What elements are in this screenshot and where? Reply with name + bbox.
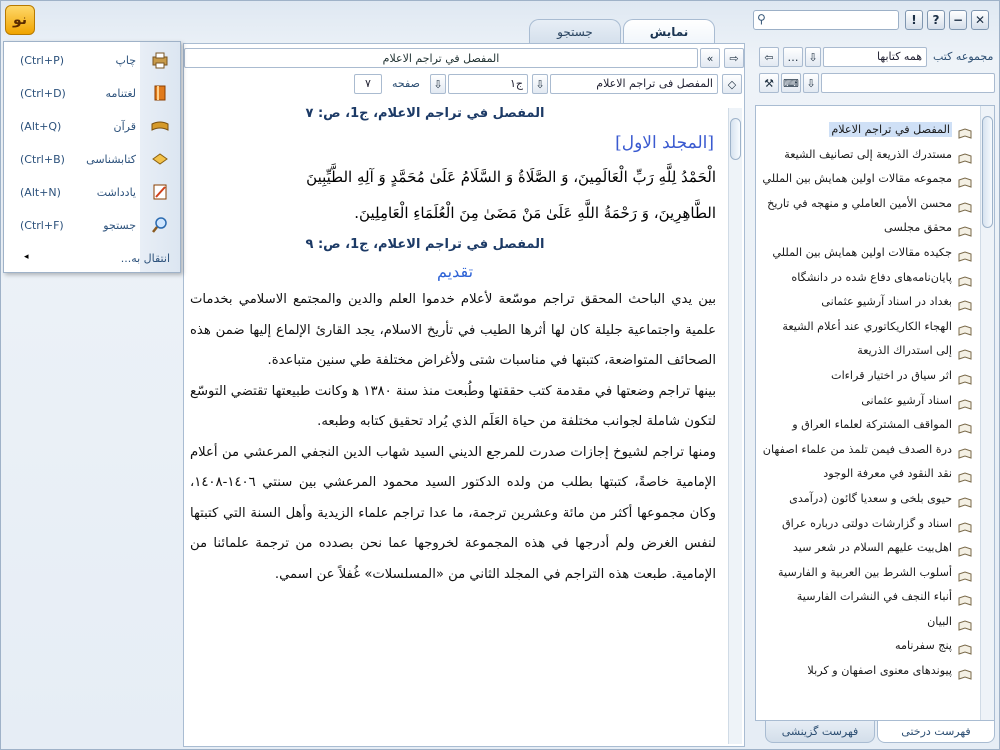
tree-item[interactable]: [758, 512, 976, 537]
double-chevron-icon: «: [706, 51, 714, 65]
printer-icon: [150, 50, 170, 70]
book-icon: [958, 616, 972, 627]
help-icon: ?: [932, 13, 940, 27]
menu-label: یادداشت: [96, 186, 136, 199]
tree-item-label: إلى استدراك الذريعة: [857, 344, 952, 358]
tree-scrollbar[interactable]: [980, 106, 994, 720]
go-button[interactable]: [724, 48, 744, 68]
menu-item-note[interactable]: [4, 176, 180, 209]
tree-item-label: الهجاء الكاريكاتوري عند أعلام الشيعة: [782, 319, 952, 333]
content-scrollbar[interactable]: [728, 108, 742, 744]
minimize-button[interactable]: [949, 10, 967, 30]
address-row: [184, 48, 744, 68]
close-icon: ✕: [974, 13, 986, 27]
collapse-button[interactable]: [700, 48, 720, 68]
note-icon: [150, 182, 170, 202]
wrench-icon: ⚒: [764, 76, 774, 90]
page-header: المفصل في تراجم الاعلام، ج1، ص: ٧: [305, 106, 545, 121]
book-icon: [958, 247, 972, 258]
tree-item[interactable]: [758, 266, 976, 291]
tree-item-label: اثر سياق در اختيار قراءات: [831, 368, 952, 382]
page-header: المفصل في تراجم الاعلام، ج1، ص: ٩: [305, 237, 545, 252]
tree-item-label: پنج سفرنامه: [895, 639, 952, 653]
page-number-input[interactable]: ٧: [354, 74, 382, 94]
arrow-right-icon: ⇨: [729, 51, 739, 65]
ellipsis-icon: …: [787, 50, 799, 64]
tree-item-label: مجموعه مقالات اولين همايش بين المللي: [762, 172, 952, 186]
menu-shortcut: (Ctrl+D): [20, 87, 66, 100]
menu-label: جستجو: [103, 219, 136, 232]
tag-icon: ◇: [727, 77, 737, 91]
tree-item-label: أنباء النجف في النشرات الفارسية: [796, 590, 952, 604]
logo-label: نو: [12, 12, 28, 28]
tree-item[interactable]: [758, 659, 976, 684]
library-panel: [749, 43, 997, 747]
tree-item-label: محقق مجلسی: [884, 221, 952, 235]
tree-item[interactable]: [758, 364, 976, 389]
menu-label: چاپ: [115, 54, 136, 67]
book-icon: [958, 222, 972, 233]
tab-tree-index[interactable]: فهرست درختی: [877, 721, 995, 743]
tree-item[interactable]: [758, 389, 976, 414]
tree-item-label: نقد النقود في معرفة الوجود: [823, 467, 952, 481]
book-icon: [958, 370, 972, 381]
filter-input[interactable]: [821, 73, 995, 93]
navigation-row: [354, 74, 744, 94]
tab-selective-index[interactable]: فهرست گزینشی: [765, 721, 875, 743]
menu-item-move-to[interactable]: [4, 242, 180, 275]
tree-item-label: أسلوب الشرط بين العربية و الفارسية: [777, 565, 952, 579]
keyboard-icon: ⌨: [783, 76, 799, 90]
tree-item[interactable]: [758, 241, 976, 266]
tree-item-label: حیوی بلخی و سعدیا گائون (درآمدی: [789, 491, 952, 505]
menu-item-bibliography[interactable]: [4, 143, 180, 176]
tree-item[interactable]: [758, 585, 976, 610]
close-button[interactable]: [971, 10, 989, 30]
book-icon: [958, 591, 972, 602]
book-icon: [958, 518, 972, 529]
tree-item[interactable]: [758, 118, 976, 143]
menu-shortcut: (Ctrl+F): [20, 219, 64, 232]
tree-item[interactable]: [758, 634, 976, 659]
collection-select[interactable]: همه کتابها: [823, 47, 927, 67]
tree-item[interactable]: [758, 487, 976, 512]
tree-item-label: جكيده مقالات اولين همايش بين المللي: [772, 245, 952, 259]
book-tree: [755, 105, 995, 721]
book-icon: [958, 567, 972, 578]
book-icon: [958, 665, 972, 676]
global-search-input[interactable]: [753, 10, 899, 30]
menu-item-dictionary[interactable]: [4, 77, 180, 110]
paragraph: بينها تراجم وضعتها في مقدمة كتب حققتها وطُبعت منذ سنة ١٣٨٠ ه‍ وكانت طبيعتها تقتضي التوسّع لتكون شاملة لجوانب مختلفة من حياة العَلَم الذي يُراد تحقيق كتابه وطبعه.: [190, 383, 716, 429]
book-icon: [958, 542, 972, 553]
menu-shortcut: (Ctrl+P): [20, 54, 65, 67]
book-icon: [958, 198, 972, 209]
address-field[interactable]: المفصل في تراجم الاعلام: [184, 48, 698, 68]
tab-show[interactable]: نمایش: [623, 19, 715, 43]
book-icon: [958, 272, 972, 283]
paragraph: ومنها تراجم لشيوخ إجازات صدرت للمرجع الديني السيد شهاب الدين النجفي المرعشي من أعلام الإمامية خاصةً، كتبتها بطلب من ولده الدكتور السيد محمود المرعشي بين سنتي ١٤٠٦-١٤٠٨، وكان مجموعها أكثر من مائة وعشرين ترجمة، ما عدا تراجم علماء الزيدية وأهل السنة التي كتبتها لنفس الغرض ولم أدرجها في هذه المجموعة لخروجها عما نحن بصدده من ترجمة علمائنا من الإمامية. طبعت هذه التراجم في المجلد الثاني من «المسلسلات» غُفلاً عن اسمي.: [190, 444, 716, 582]
book-icon: [958, 149, 972, 160]
tree-list: [758, 118, 976, 684]
volume-select[interactable]: ج١: [448, 74, 528, 94]
tree-item[interactable]: [758, 438, 976, 463]
book-content: [190, 106, 720, 746]
tools-button[interactable]: [759, 73, 779, 93]
reading-panel: [183, 43, 745, 747]
book-icon: [958, 296, 972, 307]
menu-item-search[interactable]: [4, 209, 180, 242]
tree-item[interactable]: [758, 216, 976, 241]
book-icon: [958, 419, 972, 430]
scroll-thumb[interactable]: [730, 118, 741, 160]
menu-shortcut: (Alt+Q): [20, 120, 62, 133]
book-icon: [958, 468, 972, 479]
back-button[interactable]: [759, 47, 779, 67]
tree-item-label: البيان: [927, 614, 952, 628]
book-icon: [958, 173, 972, 184]
dictionary-icon: [150, 83, 170, 103]
book-icon: [958, 395, 972, 406]
arrow-down-icon: ⇩: [433, 77, 443, 91]
tree-item-label: المواقف المشتركة لعلماء العراق و: [792, 418, 952, 432]
bibliography-icon: [150, 149, 170, 169]
book-icon: [958, 321, 972, 332]
tree-item-label: درة الصدف فيمن تلمذ من علماء اصفهان: [762, 442, 952, 456]
menu-shortcut: (Alt+N): [20, 186, 61, 199]
paragraph: بين يدي الباحث المحقق تراجم موسّعة لأعلام خدموا العلم والدين والمجتمع الاسلامي بخدمات علمية واجتماعية جليلة كان لها أثرها الطيب في تأريخ الاسلام، يجد القارئ الإلماع إليها ضمن هذه الصحائف المتواضعة، كتبتها في مناسبات شتى ولأغراض مختلفة طي سنين متباعدة.: [190, 292, 716, 368]
submenu-arrow-icon: ◂: [24, 252, 29, 262]
collection-row: [749, 47, 997, 67]
verse-line: الْحَمْدُ لِلَّهِ رَبِّ الْعَالَمِينَ، وَ الصَّلَاةُ وَ السَّلَامُ عَلَىٰ مُحَمَّدٍ وَ آلِهِ الطَّيِّبِينَ: [306, 168, 716, 186]
tree-item[interactable]: [758, 192, 976, 217]
tree-item[interactable]: [758, 143, 976, 168]
tree-item-label: بغداد در اسناد آرشیو عثمانی: [821, 295, 952, 309]
book-icon: [958, 640, 972, 651]
tree-item[interactable]: [758, 167, 976, 192]
tree-item[interactable]: [758, 561, 976, 586]
more-button[interactable]: [783, 47, 803, 67]
info-button[interactable]: [905, 10, 923, 30]
tree-item-label: پایان‌نامه‌های دفاع شده در دانشگاه: [791, 270, 952, 284]
arrow-down-icon: ⇩: [806, 76, 816, 90]
app-logo-button[interactable]: [5, 5, 35, 35]
tree-item-label: اسناد آرشيو عثمانی: [861, 393, 952, 407]
top-controls: [751, 10, 997, 32]
keyboard-button[interactable]: [781, 73, 801, 93]
filter-row: [749, 73, 997, 93]
tree-item-label: المفصل في تراجم الاعلام: [831, 123, 950, 136]
volume-title: [المجلد الاول]: [615, 133, 714, 153]
menu-item-quran[interactable]: [4, 110, 180, 143]
book-icon: [958, 124, 972, 135]
tree-item-label: اسناد و گزارشات دولتی درباره عراق: [781, 516, 952, 530]
arrow-down-icon: ⇩: [535, 77, 545, 91]
tree-item[interactable]: [758, 339, 976, 364]
minimize-icon: −: [952, 13, 964, 27]
arrow-down-icon: ⇩: [808, 50, 818, 64]
section-title: تقديم: [436, 262, 474, 281]
menu-item-print[interactable]: [4, 44, 180, 77]
scroll-thumb[interactable]: [982, 116, 993, 228]
tab-search[interactable]: جستجو: [529, 19, 621, 43]
tree-item[interactable]: [758, 413, 976, 438]
tree-item[interactable]: [758, 290, 976, 315]
book-down-button[interactable]: [532, 74, 548, 94]
book-select[interactable]: المفصل فی تراجم الاعلام: [550, 74, 718, 94]
tree-item[interactable]: [758, 462, 976, 487]
menu-label: لغتنامه: [105, 87, 136, 100]
book-icon: [958, 493, 972, 504]
tree-item-label: محسن الأمين العاملي و منهجه في تاريخ: [767, 196, 952, 210]
tree-item[interactable]: [758, 536, 976, 561]
menu-label: قرآن: [113, 120, 136, 133]
arrow-left-icon: ⇦: [764, 50, 774, 64]
help-button[interactable]: [927, 10, 945, 30]
tree-item[interactable]: [758, 315, 976, 340]
filter-down-button[interactable]: [803, 73, 819, 93]
collection-down-button[interactable]: [805, 47, 821, 67]
collection-label: مجموعه کتب: [933, 50, 994, 63]
info-icon: !: [911, 13, 917, 27]
menu-label: انتقال به...: [120, 252, 170, 265]
search-icon: ⚲: [757, 12, 766, 26]
tools-menu: [3, 41, 181, 273]
menu-label: کتابشناسی: [86, 153, 136, 166]
book-icon: [958, 444, 972, 455]
menu-shortcut: (Ctrl+B): [20, 153, 65, 166]
page-label: صفحه: [392, 77, 420, 90]
quran-icon: [150, 116, 170, 136]
bookmark-button[interactable]: [722, 74, 742, 94]
panel-tabs: [755, 721, 995, 745]
tree-item[interactable]: [758, 610, 976, 635]
verse-line: الطَّاهِرِينَ، وَ رَحْمَةُ اللَّهِ عَلَىٰ مَنْ مَضَىٰ مِنَ الْعُلَمَاءِ الْعَامِلِينَ.: [354, 204, 716, 222]
tree-item-label: اهل‌بیت عليهم السلام در شعر سيد: [792, 541, 952, 555]
volume-down-button[interactable]: [430, 74, 446, 94]
tree-item-label: مستدرك الذريعة إلى تصانيف الشيعة: [784, 147, 952, 161]
search-icon: [150, 215, 170, 235]
tree-item-label: پیوندهای معنوی اصفهان و كربلا: [807, 664, 952, 678]
book-icon: [958, 345, 972, 356]
view-tabs: [529, 19, 725, 43]
